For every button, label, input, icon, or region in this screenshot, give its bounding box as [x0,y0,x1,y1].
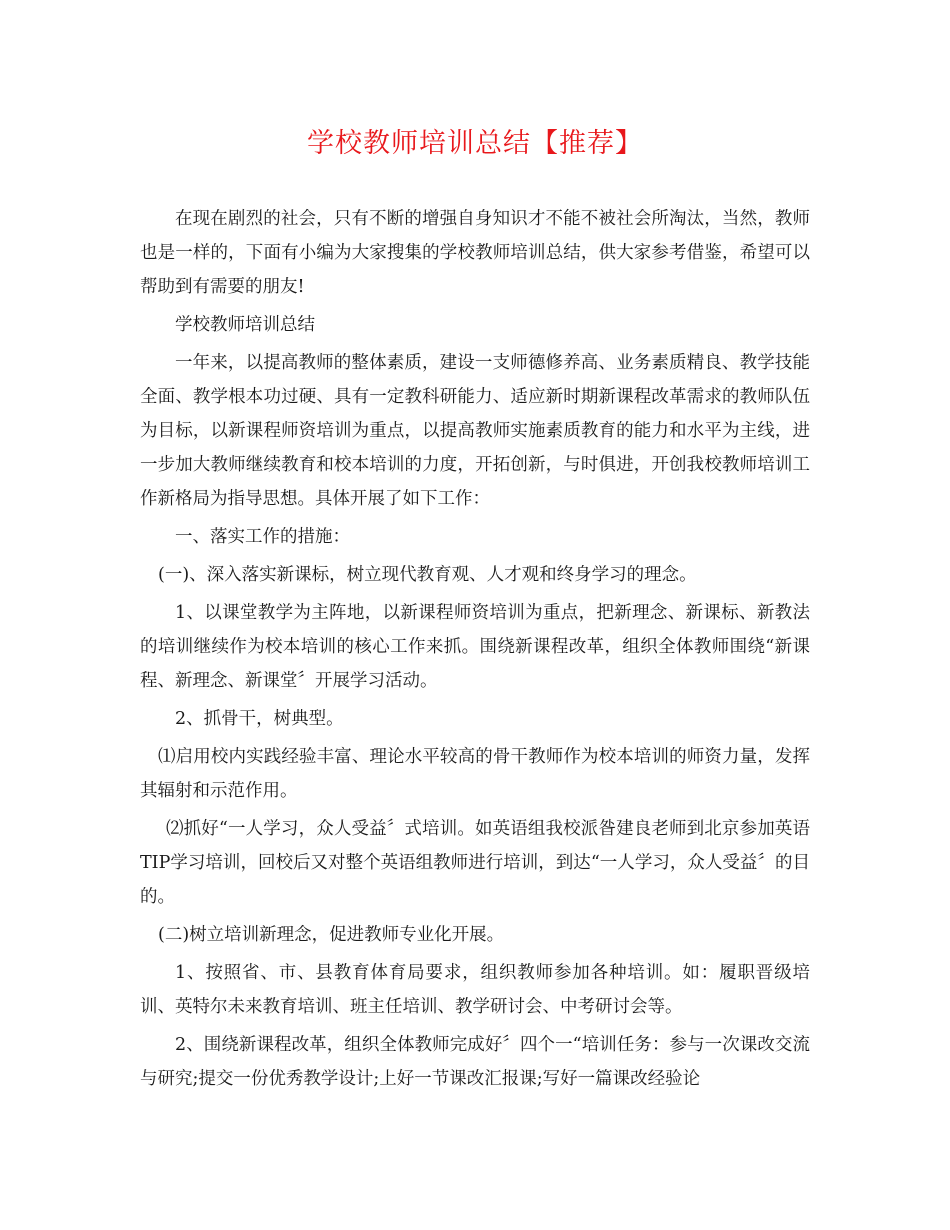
paragraph-subtitle: 学校教师培训总结 [175,315,315,336]
paragraph-item-4: 2、围绕新课程改革，组织全体教师完成好〞四个一“培训任务：参与一次课改交流与研究;提交一份优秀教学设计;上好一节课改汇报课;写好一篇课改经验论 [140,1035,810,1090]
paragraph-section-heading: 一、落实工作的措施： [175,527,350,548]
paragraph-intro: 在现在剧烈的社会，只有不断的增强自身知识才不能不被社会所淘汰，当然，教师也是一样的，下面有小编为大家搜集的学校教师培训总结，供大家参考借鉴，希望可以帮助到有需要的朋友! [140,209,810,298]
paragraph-item-3: 1、按照省、市、县教育体育局要求，组织教师参加各种培训。如：履职晋级培训、英特尔未来教育培训、班主任培训、教学研讨会、中考研讨会等。 [140,963,810,1018]
paragraph-item-2-1: ⑴启用校内实践经验丰富、理论水平较高的骨干教师作为校本培训的师资力量，发挥其辐射和示范作用。 [140,747,810,802]
paragraph-guiding-idea: 一年来，以提高教师的整体素质，建设一支师德修养高、业务素质精良、教学技能全面、教学根本功过硬、具有一定教科研能力、适应新时期新课程改革需求的教师队伍为目标，以新课程师资培训为重点，以提高教师实施素质教育的能力和水平为主线，进一步加大教师继续教育和校本培训的力度，开拓创新，与时俱进，开创我校教师培训工作新格局为指导思想。具体开展了如下工作： [140,353,810,510]
paragraph-subsection-1: (一)、深入落实新课标，树立现代教育观、人才观和终身学习的理念。 [158,565,697,586]
paragraph-item-2-2: ⑵抓好“一人学习，众人受益〞式培训。如英语组我校派昝建良老师到北京参加英语TIP学习培训，回校后又对整个英语组教师进行培训，到达“一人学习，众人受益〞的目的。 [140,819,810,908]
paragraph-item-1: 1、以课堂教学为主阵地，以新课程师资培训为重点，把新理念、新课标、新教法的培训继续作为校本培训的核心工作来抓。围绕新课程改革，组织全体教师围绕“新课程、新理念、新课堂〞开展学习活动。 [140,603,810,692]
document-title: 学校教师培训总结【推荐】 [307,128,643,159]
paragraph-item-2: 2、抓骨干，树典型。 [175,709,344,730]
paragraph-subsection-2: (二)树立培训新理念，促进教师专业化开展。 [158,925,505,946]
